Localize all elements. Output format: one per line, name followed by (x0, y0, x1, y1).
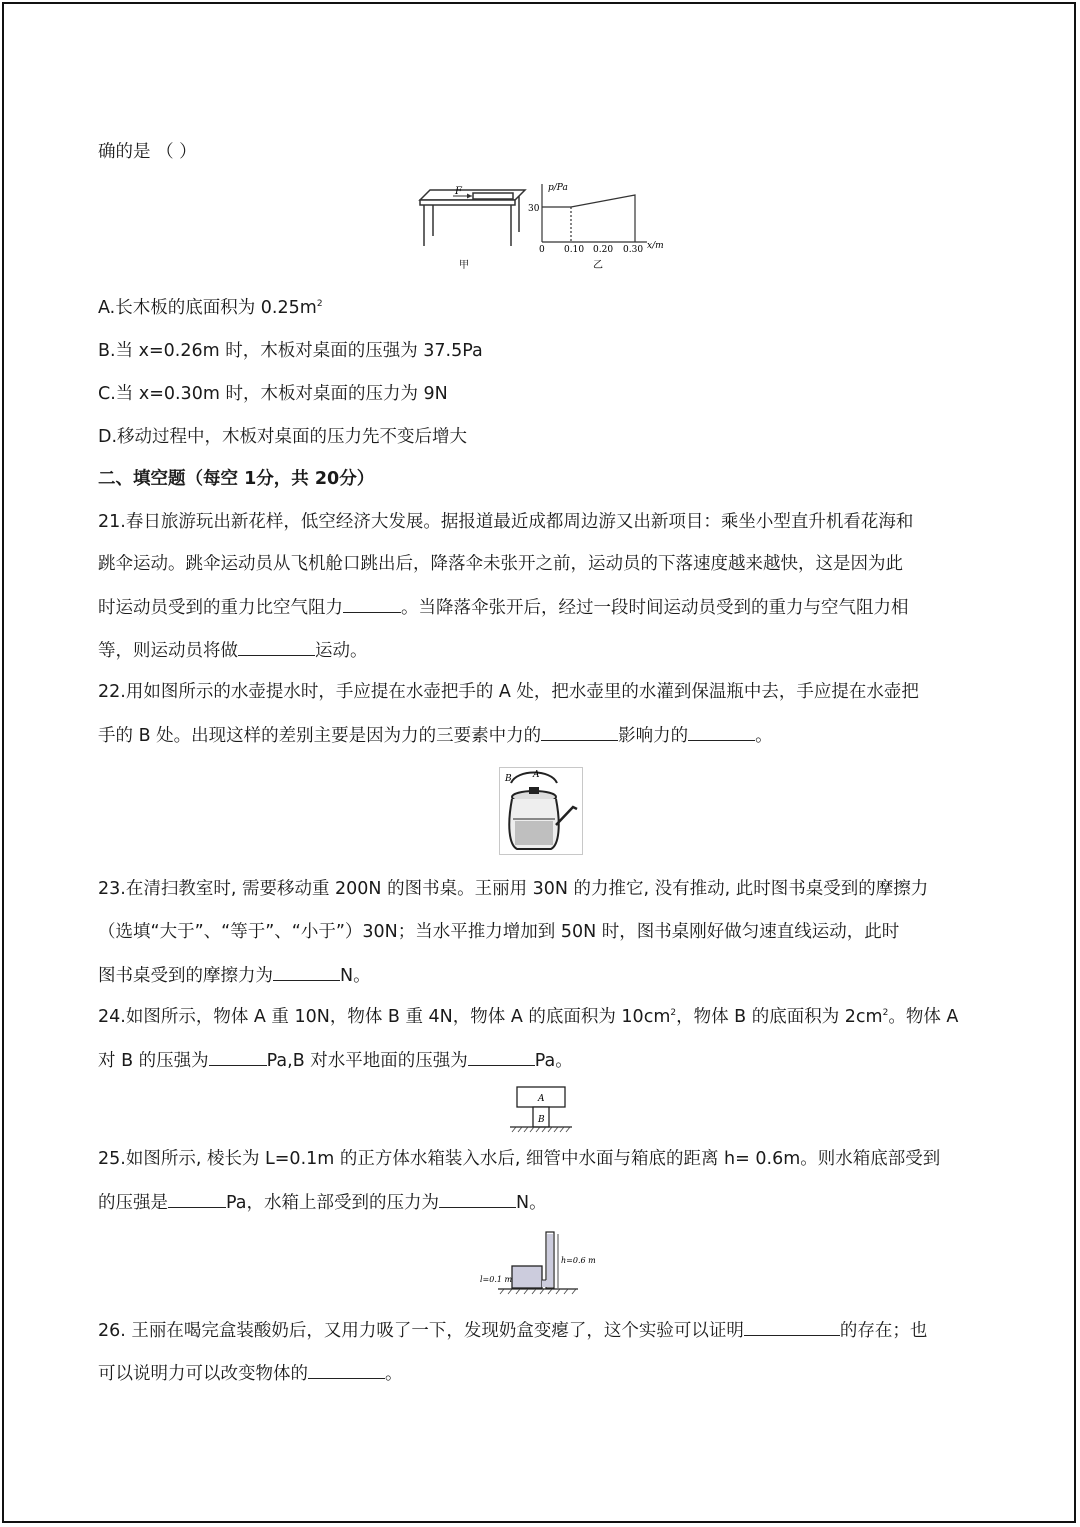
q22-line2 (98, 722, 773, 749)
q21-blank-2[interactable] (238, 637, 315, 656)
x-tick-3: 0.30 (623, 245, 644, 255)
tank-edge-label: l=0.1 m (480, 1275, 513, 1284)
q26-line2-b: 。 (385, 1364, 403, 1384)
q25-line2 (98, 1189, 547, 1216)
q24-line2-c: Pa。 (534, 1051, 573, 1071)
q24-blank-2[interactable] (468, 1047, 535, 1066)
q24-sup-1: 2 (670, 1008, 677, 1018)
table-diagram (420, 190, 525, 246)
tube-height-label: h=0.6 m (561, 1256, 596, 1265)
q22-line2-c: 。 (755, 726, 773, 746)
q26-line2-a: 可以说明力可以改变物体的 (98, 1364, 308, 1384)
option-a (98, 295, 323, 321)
x-axis-label: x/m (647, 241, 664, 251)
water-tank-figure (478, 1226, 600, 1298)
q23-blank-1[interactable] (273, 962, 340, 981)
q24-line2-a: 对 B 的压强为 (98, 1051, 209, 1071)
kettle-figure (499, 767, 583, 855)
x-tick-0: 0 (539, 245, 545, 255)
q24-line1-a: 24.如图所示，物体 A 重 10N，物体 B 重 4N，物体 A 的底面积为 10cm (98, 1007, 671, 1027)
water-tank (512, 1266, 542, 1288)
q24-line1-b: ，物体 B 的底面积为 2cm (676, 1007, 883, 1027)
q23-line1: 23.在清扫教室时, 需要移动重 200N 的图书桌。王丽用 30N 的力推它, 没有推动, 此时图书桌受到的摩擦力 (98, 879, 929, 899)
q21-line3-b: 。当降落伞张开后，经过一段时间运动员受到的重力与空气阻力相 (401, 598, 909, 618)
x-tick-1: 0.10 (564, 245, 585, 255)
q21-line1: 21.春日旅游玩出新花样，低空经济大发展。据报道最近成都周边游又出新项目：乘坐小型直升机看花海和 (98, 512, 914, 532)
fig-label-left: 甲 (459, 260, 469, 271)
q23-line2: （选填“大于”、“等于”、“小于”）30N；当水平推力增加到 50N 时，图书桌刚好做匀速直线运动，此时 (98, 922, 900, 942)
q26-line1-a: 26. 王丽在喝完盒装酸奶后，又用力吸了一下，发现奶盒变瘪了，这个实验可以证明 (98, 1321, 744, 1341)
fig-label-right: 乙 (593, 260, 603, 271)
q22-blank-2[interactable] (688, 722, 755, 741)
q24-blank-1[interactable] (209, 1047, 267, 1066)
option-d: D.移动过程中，木板对桌面的压力先不变后增大 (98, 427, 468, 447)
kettle-label-a: A (533, 770, 540, 780)
intro-text: 确的是 （ ） (98, 142, 197, 162)
question-intro (98, 139, 197, 165)
force-label: F (455, 186, 462, 197)
q21-line4 (98, 637, 368, 664)
q26-line2 (98, 1360, 403, 1387)
q25-line2-b: Pa，水箱上部受到的压力为 (226, 1193, 439, 1213)
q25-line1: 25.如图所示, 棱长为 L=0.1m 的正方体水箱装入水后, 细管中水面与箱底的距离 h= 0.6m。则水箱底部受到 (98, 1149, 941, 1169)
x-tick-2: 0.20 (593, 245, 614, 255)
q24-sup-2: 2 (882, 1008, 889, 1018)
q21-line3 (98, 594, 909, 621)
q21-line3-a: 时运动员受到的重力比空气阻力 (98, 598, 343, 618)
option-b: B.当 x=0.26m 时，木板对桌面的压强为 37.5Pa (98, 341, 483, 361)
q20-figure (415, 176, 675, 272)
kettle-label-b: B (505, 774, 512, 784)
q26-blank-2[interactable] (308, 1360, 385, 1379)
q25-blank-1[interactable] (168, 1189, 226, 1208)
q22-line1: 22.用如图所示的水壶提水时，手应提在水壶把手的 A 处，把水壶里的水灌到保温瓶中去，手应提在水壶把 (98, 682, 919, 702)
q24-line2-b: Pa,B 对水平地面的压强为 (266, 1051, 468, 1071)
q21-blank-1[interactable] (343, 594, 401, 613)
q24-line1-c: 。物体 A (888, 1007, 959, 1027)
q23-line3-b: N。 (340, 966, 371, 986)
q24-line1 (98, 1004, 958, 1030)
q25-line2-a: 的压强是 (98, 1193, 168, 1213)
block-b-label: B (538, 1115, 545, 1125)
q25-blank-2[interactable] (439, 1189, 516, 1208)
q26-line1 (98, 1317, 927, 1344)
option-a-text: A.长木板的底面积为 0.25m (98, 298, 317, 318)
y-tick: 30 (528, 204, 540, 214)
option-c: C.当 x=0.30m 时，木板对桌面的压力为 9N (98, 384, 448, 404)
option-a-sup: 2 (316, 299, 323, 309)
y-axis-label: p/Pa (548, 183, 568, 193)
q23-line3-a: 图书桌受到的摩擦力为 (98, 966, 273, 986)
q23-line3 (98, 962, 371, 989)
q24-line2 (98, 1047, 573, 1074)
q26-line1-b: 的存在；也 (839, 1321, 928, 1341)
q21-line4-b: 运动。 (315, 641, 368, 661)
q21-line2: 跳伞运动。跳伞运动员从飞机舱口跳出后，降落伞未张开之前，运动员的下落速度越来越快，这是因为此 (98, 554, 903, 574)
blocks-figure (508, 1085, 574, 1135)
q22-line2-b: 影响力的 (618, 726, 689, 746)
block-a-label: A (538, 1094, 545, 1104)
q21-line4-a: 等，则运动员将做 (98, 641, 238, 661)
board (473, 193, 513, 199)
q26-blank-1[interactable] (744, 1317, 840, 1336)
q25-line2-c: N。 (516, 1193, 547, 1213)
q22-line2-a: 手的 B 处。出现这样的差别主要是因为力的三要素中力的 (98, 726, 542, 746)
section-title: 二、填空题（每空 1分，共 20分） (98, 469, 375, 489)
q22-blank-1[interactable] (541, 722, 618, 741)
